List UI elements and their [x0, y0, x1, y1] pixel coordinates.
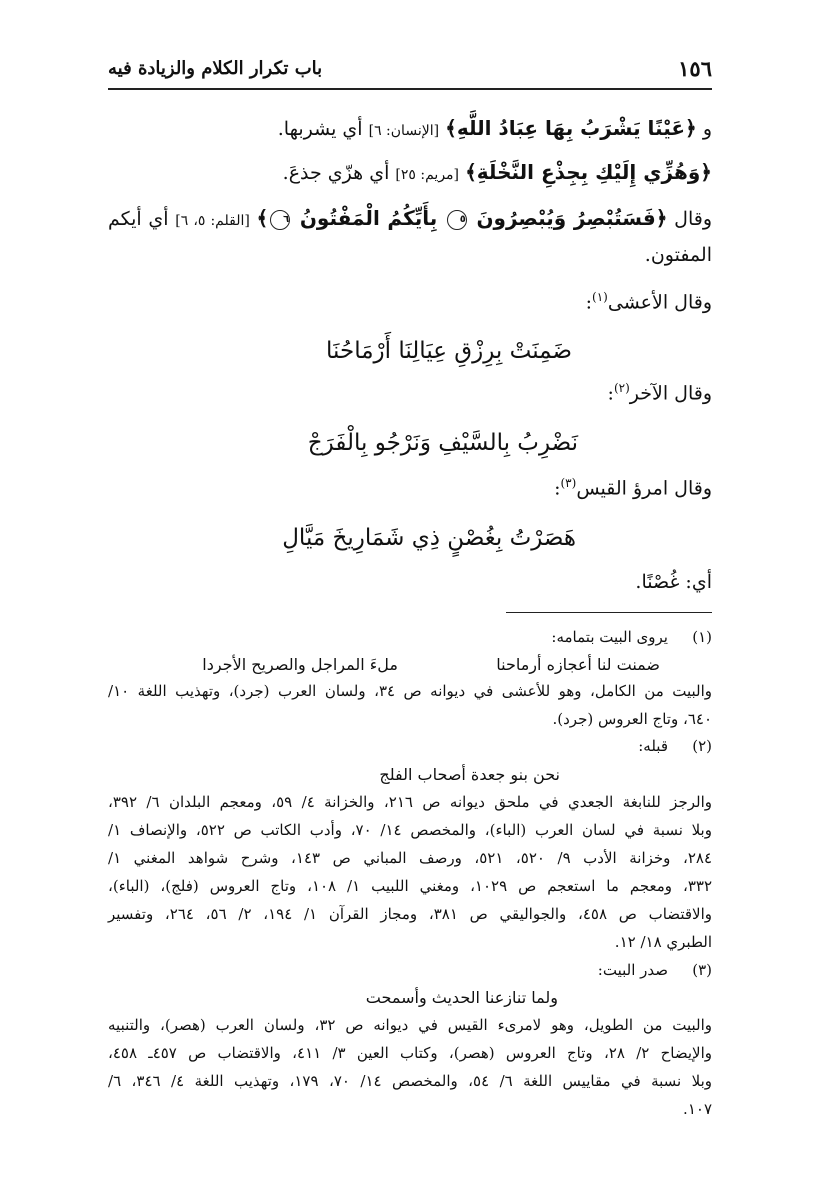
- verse-line-1: ضَمِنَتْ بِرِزْقِ عِيَالِنَا أَرْمَاحُنَا: [326, 338, 572, 364]
- ayah-number-mark: ٦: [270, 210, 290, 230]
- footnote-3-text-line: وبلا نسبة في مقاييس اللغة ٦/ ٥٤، والمخصص ١٤/ ٧٠، ١٧٩، وتهذيب اللغة ٤/ ٣٤٦، ٦/: [108, 1072, 713, 1090]
- footnote-1-verse-first-hemistich: ضمنت لنا أعجازه أرماحنا: [496, 655, 660, 674]
- body-line-4: المفتون.: [644, 244, 712, 266]
- colon: :: [554, 477, 561, 500]
- quran-verse-part: ﴿فَسَتُبْصِرُ وَيُبْصِرُونَ: [476, 206, 668, 230]
- ayah-number-mark: ٥: [447, 210, 467, 230]
- page-number: ١٥٦: [678, 56, 712, 81]
- quran-verse: [257, 206, 668, 230]
- footnote-ref-3[interactable]: (٣): [560, 476, 577, 490]
- verse-line-2: نَضْرِبُ بِالسَّيْفِ وَنَرْجُو بِالْفَرَجْ: [307, 430, 578, 456]
- footnote-ref-1[interactable]: (١): [592, 290, 608, 304]
- poet-intro-asha: [108, 290, 712, 313]
- quran-verse: ﴿وَهُزِّي إِلَيْكِ بِجِذْعِ النَّخْلَةِ﴾: [465, 160, 712, 184]
- gloss: أي هزّي جذعَ.: [282, 162, 390, 184]
- verse-reference: [مريم: ٢٥]: [395, 167, 460, 183]
- line-prefix: وقال: [674, 208, 713, 230]
- body-line-2: [108, 160, 712, 184]
- footnote-1-intro: يروى البيت بتمامه:: [551, 628, 668, 646]
- intro-text: وقال الآخر: [629, 382, 712, 405]
- footnote-number-1: (١): [692, 628, 712, 646]
- footnote-separator: [506, 612, 712, 613]
- footnote-1-verse-second-hemistich: ملءَ المراجل والصريح الأجردا: [202, 655, 398, 674]
- footnote-2-text-line: الطبري ١٨/ ١٢.: [614, 933, 712, 951]
- gloss: أي يشربها.: [277, 118, 363, 140]
- footnote-2-text-line: والرجز للنابغة الجعدي في ملحق ديوانه ص ٢١٦، والخزانة ٤/ ٥٩، ومعجم البلدان ٦/ ٣٩٢،: [108, 793, 712, 811]
- verse-reference: [الإنسان: ٦]: [368, 123, 440, 139]
- footnote-number-3: (٣): [692, 961, 712, 979]
- body-line-1: [108, 116, 712, 140]
- footnote-3-text-line: ١٠٧.: [683, 1100, 712, 1118]
- chapter-title: باب تكرار الكلام والزيادة فيه: [108, 58, 323, 79]
- intro-text: وقال امرؤ القيس: [576, 477, 712, 500]
- quran-verse: ﴿عَيْنًا يَشْرَبُ بِهَا عِبَادُ اللَّهِ﴾: [445, 116, 697, 140]
- poet-intro-other: [108, 381, 712, 404]
- footnote-ref-2[interactable]: (٢): [613, 381, 630, 395]
- footnote-3-verse: ولما تنازعنا الحديث وأسمحت: [365, 988, 558, 1007]
- footnote-number-2: (٢): [692, 737, 712, 755]
- footnote-3-text-line: والإيضاح ٢/ ٢٨، وتاج العروس (هصر)، وكتاب العين ٣/ ٤١١، والاقتضاب ص ٤٥٧ـ ٤٥٨،: [108, 1044, 712, 1062]
- footnote-2-text-line: والاقتضاب ص ٤٥٨، والجواليقي ص ٣٨١، ومجاز القرآن ١/ ١٩٤، ٢/ ٥٦، ٢٦٤، وتفسير: [108, 905, 712, 923]
- footnote-2-verse: نحن بنو جعدة أصحاب الفلج: [379, 765, 560, 784]
- quran-verse-part: بِأَيِّكُمُ الْمَفْتُونُ: [299, 206, 438, 230]
- footnote-2-text-line: ٢٨٤، وخزانة الأدب ٩/ ٥٢٠، ٥٢١، ورصف المباني ص ١٤٣، وشرح شواهد المغني ١/: [108, 849, 712, 867]
- gloss: أي أيكم: [108, 208, 169, 230]
- verse-reference: [القلم: ٥، ٦]: [175, 213, 250, 229]
- colon: :: [607, 382, 614, 405]
- footnote-2-intro: قبله:: [638, 737, 668, 755]
- colon: :: [585, 291, 593, 314]
- footnote-3-text-line: والبيت من الطويل، وهو لامرىء القيس في ديوانه ص ٣٢، ولسان العرب (هصر)، والتنبيه: [108, 1016, 712, 1034]
- line-prefix: و: [702, 118, 712, 140]
- footnote-3-intro: صدر البيت:: [597, 961, 668, 979]
- footnote-2-text-line: وبلا نسبة في لسان العرب (الباء)، والمخصص ١٤/ ٧٠، وأدب الكاتب ص ٥٢٢، والإنصاف ١/: [108, 821, 712, 839]
- quran-bracket: ﴾: [256, 206, 269, 230]
- footnote-2-text-line: ٣٣٢، ومعجم ما استعجم ص ١٠٢٩، ومغني اللبيب ١/ ١٠٨، وتاج العروس (فلج)، (الباء)،: [108, 877, 713, 895]
- poet-intro-imru-al-qays: [108, 476, 712, 499]
- footnote-1-text-line: والبيت من الكامل، وهو للأعشى في ديوانه ص ٣٤، ولسان العرب (جرد)، وتهذيب اللغة ١٠/: [108, 682, 713, 700]
- verse-line-3: هَصَرْتُ بِغُصْنٍ ذِي شَمَارِيخَ مَيَّالِ: [282, 525, 576, 551]
- body-line-3: [108, 206, 712, 230]
- intro-text: وقال الأعشى: [607, 291, 712, 314]
- body-line-gloss: أي: غُصْنًا.: [635, 571, 712, 593]
- running-header: [108, 52, 712, 90]
- footnote-1-text-line: ٦٤٠، وتاج العروس (جرد).: [552, 710, 712, 728]
